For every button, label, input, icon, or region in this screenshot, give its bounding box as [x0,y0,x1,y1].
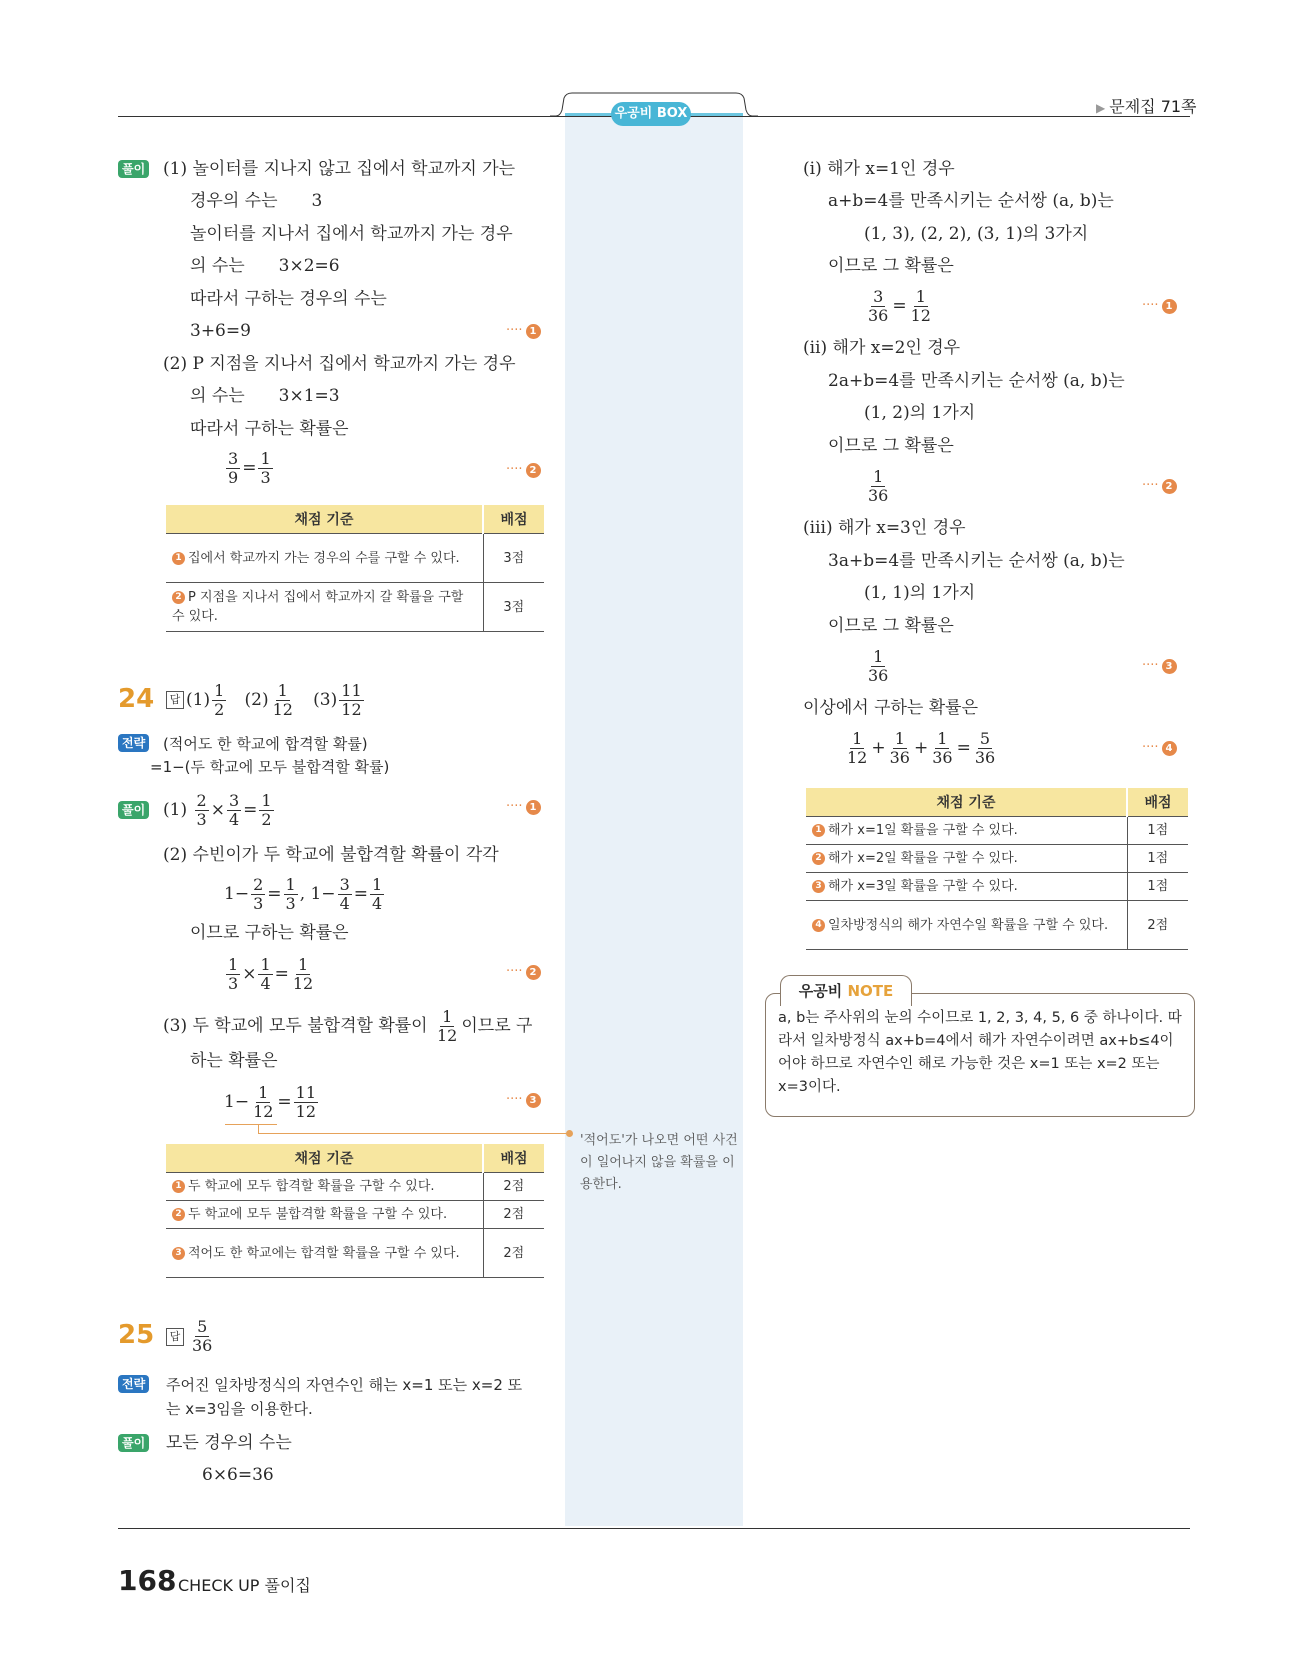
strategy-badge: 전략 [118,734,149,752]
text-line: 이므로 그 확률은 [828,436,954,456]
table-row: 2 P 지점을 지나서 집에서 학교까지 갈 확률을 구할 수 있다. 3점 [166,583,544,632]
equation: 1− $\frac{1}{12}$ = $\frac{11}{12}$ [224,1083,317,1121]
table-row: 3 적어도 한 학교에는 합격할 확률을 구할 수 있다. 2점 [166,1229,544,1278]
text-line: 이므로 그 확률은 [828,256,954,276]
scoring-table: 채점 기준 배점 1 집에서 학교까지 가는 경우의 수를 구할 수 있다. 3점 2 P 지점을 지나서 집에서 학교까지 갈 확률을 구할 수 있다. 3점 [166,505,544,632]
equation: (1) $\frac{2}{3}$ × $\frac{3}{4}$ = $\frac{1}{2}$ [163,791,272,829]
text-line: 이므로 그 확률은 [828,616,954,636]
step-marker-1: ···· 1 [1142,298,1177,314]
step-marker-1: ···· 1 [506,799,541,815]
text-line: 의 수는 3×1=3 [190,386,340,406]
answer-line: (1) $\frac{1}{2}$ (2) $\frac{1}{12}$ (3) $\frac{11}{12}$ [186,681,362,719]
solution-badge: 풀이 [118,1434,149,1452]
problem-number: 25 [118,1320,155,1350]
table-row: 4 일차방정식의 해가 자연수일 확률을 구할 수 있다. 2점 [806,901,1188,950]
text-line: 6×6=36 [202,1465,274,1485]
table-row: 1 해가 x=1일 확률을 구할 수 있다. 1점 [806,817,1188,845]
solution-badge: 풀이 [118,160,149,178]
text-line: (ⅰ) 해가 x=1인 경우 [803,159,955,179]
strategy-text: (적어도 한 학교에 합격할 확률) [163,735,368,753]
box-label: 우공비 BOX [611,102,691,126]
strategy-badge: 전략 [118,1375,149,1393]
step-marker-4: ···· 4 [1142,740,1177,756]
page-reference: ▶ 문제집 71쪽 [1096,97,1197,116]
text-line: 놀이터를 지나서 집에서 학교까지 가는 경우 [190,224,513,244]
problem-number: 24 [118,684,155,714]
equation: 1− $\frac{2}{3}$ = $\frac{1}{3}$ , 1− $\frac{3}{4}$ = $\frac{1}{4}$ [224,875,383,913]
text-line: (1) 놀이터를 지나지 않고 집에서 학교까지 가는 [163,159,516,179]
text-line: 이므로 구하는 확률은 [190,923,349,943]
center-margin-column [565,110,743,1526]
table-row: 1 집에서 학교까지 가는 경우의 수를 구할 수 있다. 3점 [166,534,544,583]
step-marker-3: ···· 3 [1142,658,1177,674]
table-row: 3 해가 x=3일 확률을 구할 수 있다. 1점 [806,873,1188,901]
step-marker-1: ···· 1 [506,323,541,339]
equation: $\frac{1}{36}$ [868,467,889,505]
text-line: (ⅲ) 해가 x=3인 경우 [803,518,966,538]
text-line: (1, 1)의 1가지 [864,583,976,603]
step-marker-2: ···· 2 [506,462,541,478]
footer-title: CHECK UP 풀이집 [178,1576,311,1595]
text-line: 3+6=9 [190,321,251,341]
scoring-table: 채점 기준 배점 1 해가 x=1일 확률을 구할 수 있다. 1점 2 해가 x=2일 확률을 구할 수 있다. 1점 3 해가 x=3일 확률을 구할 수 있다. 1점 4 일차방정식의 해가 자연수일 확률을 구할 수 있다. 2점 [806,788,1188,950]
table-row: 2 두 학교에 모두 불합격할 확률을 구할 수 있다. 2점 [166,1201,544,1229]
text-line: a+b=4를 만족시키는 순서쌍 (a, b)는 [828,191,1114,211]
text-line: 3a+b=4를 만족시키는 순서쌍 (a, b)는 [828,551,1125,571]
text-line: (1, 3), (2, 2), (3, 1)의 3가지 [864,224,1089,244]
strategy-text: =1−(두 학교에 모두 불합격할 확률) [150,758,390,776]
connector-dot [566,1130,573,1137]
text-line: 경우의 수는 3 [190,191,323,211]
equation: $\frac{3}{9}$ = $\frac{1}{3}$ [228,449,271,487]
text-line: 하는 확률은 [190,1051,278,1071]
text-line: 2a+b=4를 만족시키는 순서쌍 (a, b)는 [828,371,1125,391]
step-marker-2: ···· 2 [1142,478,1177,494]
equation: $\frac{1}{36}$ [868,647,889,685]
equation: $\frac{1}{12}$ + $\frac{1}{36}$ + $\frac{1}{36}$ = $\frac{5}{36}$ [847,729,996,767]
step-marker-3: ···· 3 [506,1092,541,1108]
solution-badge: 풀이 [118,801,149,819]
answer-label: 답 [166,1328,184,1346]
equation: $\frac{1}{3}$ × $\frac{1}{4}$ = $\frac{1}{12}$ [228,955,314,993]
step-marker-2: ···· 2 [506,964,541,980]
text-line: (2) 수빈이가 두 학교에 불합격할 확률이 각각 [163,845,499,865]
text-line: (3) 두 학교에 모두 불합격할 확률이 $\frac{1}{12}$ 이므로 구 [163,1007,533,1045]
connector-line [225,1124,277,1125]
note-title: 우공비 NOTE [780,975,912,1006]
chevron-right-icon: ▶ [1096,101,1106,115]
text-line: (1, 2)의 1가지 [864,403,976,423]
text-line: (2) P 지점을 지나서 집에서 학교까지 가는 경우 [163,354,516,374]
table-row: 1 두 학교에 모두 합격할 확률을 구할 수 있다. 2점 [166,1173,544,1201]
bottom-rule [118,1528,1190,1529]
answer-line: $\frac{5}{36}$ [192,1317,213,1355]
page-number: 168 [118,1564,177,1597]
scoring-table: 채점 기준 배점 1 두 학교에 모두 합격할 확률을 구할 수 있다. 2점 2 두 학교에 모두 불합격할 확률을 구할 수 있다. 2점 3 적어도 한 학교에는 합격할 확률을 구할 수 있다. 2점 [166,1144,544,1278]
text-line: 따라서 구하는 확률은 [190,419,349,439]
table-row: 2 해가 x=2일 확률을 구할 수 있다. 1점 [806,845,1188,873]
text-line: 모든 경우의 수는 [166,1433,292,1453]
strategy-text: 주어진 일차방정식의 자연수인 해는 x=1 또는 x=2 또 [166,1376,523,1394]
text-line: 의 수는 3×2=6 [190,256,340,276]
answer-label: 답 [166,691,184,709]
connector-line [258,1133,570,1134]
strategy-text: 는 x=3임을 이용한다. [166,1400,313,1418]
note-text: a, b는 주사위의 눈의 수이므로 1, 2, 3, 4, 5, 6 중 하나이다. 따라서 일차방정식 ax+b=4에서 해가 자연수이려면 ax+b≤4이어야 하므로 자연수인 해로 가능한 것은 x=1 또는 x=2 또는 x=3이다. [778,1010,1182,1095]
equation: $\frac{3}{36}$ = $\frac{1}{12}$ [868,287,931,325]
text-line: 따라서 구하는 경우의 수는 [190,289,387,309]
side-note: '적어도'가 나오면 어떤 사건이 일어나지 않을 확률을 이용한다. [580,1133,738,1192]
text-line: (ⅱ) 해가 x=2인 경우 [803,338,961,358]
text-line: 이상에서 구하는 확률은 [803,698,979,718]
